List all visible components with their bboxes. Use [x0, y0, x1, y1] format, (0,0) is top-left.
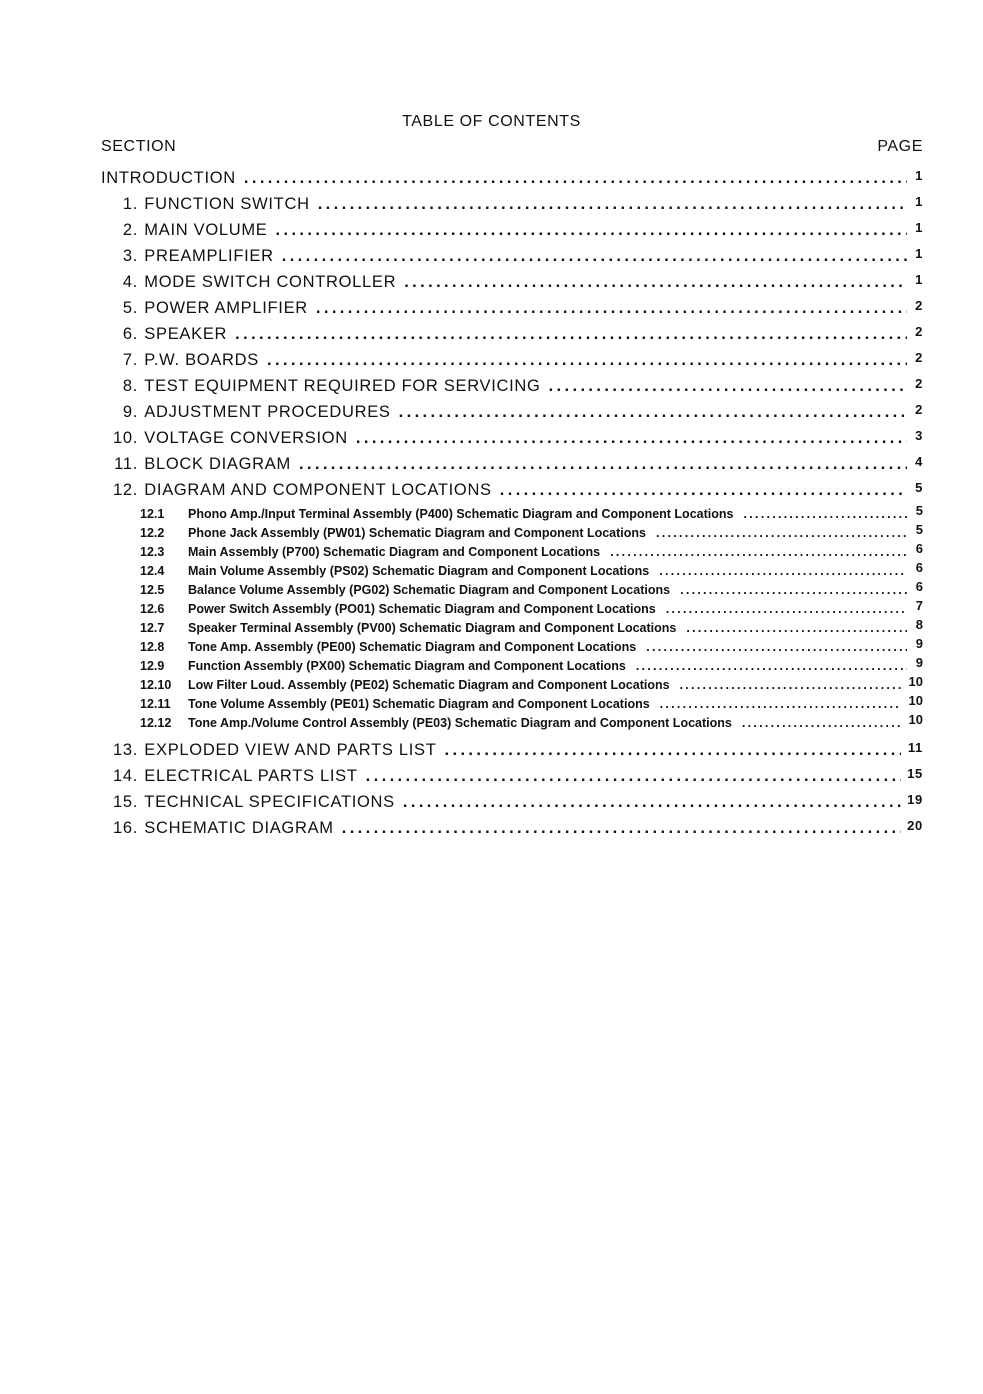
- dot-leader: [666, 602, 907, 616]
- entry-page: 5: [915, 480, 923, 495]
- dot-leader: [366, 767, 901, 786]
- toc-entry: [101, 474, 923, 500]
- entry-label: SPEAKER: [144, 325, 228, 343]
- entry-label: FUNCTION SWITCH: [144, 195, 310, 213]
- subentry-page: 6: [915, 579, 923, 594]
- entry-label: MAIN VOLUME: [144, 221, 268, 239]
- subentry-page: 5: [915, 503, 923, 518]
- toc-entry: [101, 162, 923, 188]
- subentry-label: Main Assembly (P700) Schematic Diagram and Component Locations: [188, 545, 601, 559]
- subentry-number: 12.5: [140, 583, 165, 597]
- entry-page: 15: [907, 766, 923, 781]
- toc-subentry: [101, 616, 923, 635]
- entry-page: 2: [915, 376, 923, 391]
- toc-entry: [101, 214, 923, 240]
- subentry-page: 9: [915, 636, 923, 651]
- entry-page: 20: [907, 818, 923, 833]
- entry-label: P.W. BOARDS: [144, 351, 259, 369]
- subentry-page: 6: [915, 560, 923, 575]
- dot-leader: [282, 247, 907, 266]
- entry-number: 5.: [122, 299, 138, 317]
- dot-leader: [399, 403, 907, 422]
- entry-number: 12.: [112, 481, 138, 499]
- toc-entry: [101, 760, 923, 786]
- entry-number: 7.: [122, 351, 138, 369]
- dot-leader: [636, 659, 907, 673]
- subentry-number: 12.12: [140, 716, 172, 730]
- entry-label: PREAMPLIFIER: [144, 247, 274, 265]
- entry-label: MODE SWITCH CONTROLLER: [144, 273, 397, 291]
- entry-label: TECHNICAL SPECIFICATIONS: [144, 793, 395, 811]
- dot-leader: [742, 716, 901, 730]
- subentry-label: Power Switch Assembly (PO01) Schematic Diagram and Component Locations: [188, 602, 656, 616]
- toc-entry: [101, 318, 923, 344]
- toc-entry: [101, 812, 923, 838]
- dot-leader: [500, 481, 907, 500]
- entry-number: 1.: [122, 195, 138, 213]
- dot-leader: [743, 507, 907, 521]
- dot-leader: [656, 526, 907, 540]
- dot-leader: [235, 325, 907, 344]
- dot-leader: [659, 564, 907, 578]
- subentry-page: 5: [915, 522, 923, 537]
- entry-label: ADJUSTMENT PROCEDURES: [144, 403, 391, 421]
- entry-number: 16.: [112, 819, 138, 837]
- toc-entry: [101, 422, 923, 448]
- subentry-number: 12.8: [140, 640, 165, 654]
- entry-number: 4.: [122, 273, 138, 291]
- entry-page: 19: [907, 792, 923, 807]
- toc-subentry: [101, 597, 923, 616]
- toc-entry: [101, 292, 923, 318]
- subentry-label: Tone Amp. Assembly (PE00) Schematic Diagram and Component Locations: [188, 640, 637, 654]
- subentry-number: 12.2: [140, 526, 165, 540]
- table-of-contents: [101, 162, 923, 838]
- subentry-number: 12.3: [140, 545, 165, 559]
- dot-leader: [403, 793, 901, 812]
- entry-label: ELECTRICAL PARTS LIST: [144, 767, 358, 785]
- entry-number: 2.: [122, 221, 138, 239]
- toc-entry: [101, 448, 923, 474]
- entry-page: 1: [915, 194, 923, 209]
- toc-entry: [101, 370, 923, 396]
- dot-leader: [267, 351, 907, 370]
- dot-leader: [316, 299, 907, 318]
- dot-leader: [276, 221, 907, 240]
- toc-subentry: [101, 578, 923, 597]
- subentry-label: Speaker Terminal Assembly (PV00) Schematic Diagram and Component Locations: [188, 621, 677, 635]
- subsection-list: [101, 502, 923, 730]
- toc-entry: [101, 734, 923, 760]
- subentry-label: Tone Volume Assembly (PE01) Schematic Diagram and Component Locations: [188, 697, 650, 711]
- toc-subentry: [101, 559, 923, 578]
- toc-subentry: [101, 711, 923, 730]
- entry-page: 2: [915, 298, 923, 313]
- toc-subentry: [101, 521, 923, 540]
- entry-page: 2: [915, 350, 923, 365]
- subentry-number: 12.1: [140, 507, 165, 521]
- entry-number: 3.: [122, 247, 138, 265]
- subentry-number: 12.9: [140, 659, 165, 673]
- subentry-label: Main Volume Assembly (PS02) Schematic Diagram and Component Locations: [188, 564, 650, 578]
- subentry-page: 10: [908, 712, 923, 727]
- entry-number: 14.: [112, 767, 138, 785]
- dot-leader: [342, 819, 901, 838]
- subentry-page: 10: [908, 674, 923, 689]
- entry-page: 3: [915, 428, 923, 443]
- entry-page: 1: [915, 168, 923, 183]
- subentry-page: 6: [915, 541, 923, 556]
- toc-entry: [101, 396, 923, 422]
- dot-leader: [404, 273, 907, 292]
- entry-label: TEST EQUIPMENT REQUIRED FOR SERVICING: [144, 377, 541, 395]
- toc-entry: [101, 188, 923, 214]
- entry-page: 4: [915, 454, 923, 469]
- subentry-label: Function Assembly (PX00) Schematic Diagram and Component Locations: [188, 659, 626, 673]
- entry-page: 2: [915, 402, 923, 417]
- entry-page: 1: [915, 272, 923, 287]
- entry-page: 1: [915, 246, 923, 261]
- entry-page: 2: [915, 324, 923, 339]
- page-column-header: PAGE: [877, 138, 923, 155]
- entry-label: SCHEMATIC DIAGRAM: [144, 819, 334, 837]
- dot-leader: [549, 377, 907, 396]
- dot-leader: [660, 697, 901, 711]
- entry-label: DIAGRAM AND COMPONENT LOCATIONS: [144, 481, 492, 499]
- entry-label: INTRODUCTION: [101, 169, 236, 187]
- subentry-label: Phone Jack Assembly (PW01) Schematic Diagram and Component Locations: [188, 526, 646, 540]
- subentry-number: 12.6: [140, 602, 165, 616]
- entry-number: 9.: [122, 403, 138, 421]
- subentry-page: 9: [915, 655, 923, 670]
- entry-label: POWER AMPLIFIER: [144, 299, 308, 317]
- toc-entry: [101, 266, 923, 292]
- toc-subentry: [101, 502, 923, 521]
- subentry-number: 12.11: [140, 697, 171, 711]
- dot-leader: [680, 583, 907, 597]
- dot-leader: [680, 678, 901, 692]
- dot-leader: [646, 640, 907, 654]
- dot-leader: [445, 741, 901, 760]
- dot-leader: [686, 621, 907, 635]
- subentry-page: 8: [915, 617, 923, 632]
- subentry-number: 12.4: [140, 564, 165, 578]
- subentry-label: Phono Amp./Input Terminal Assembly (P400) Schematic Diagram and Component Locations: [188, 507, 734, 521]
- page-title: TABLE OF CONTENTS: [402, 113, 581, 130]
- subentry-number: 12.10: [140, 678, 172, 692]
- toc-entry: [101, 344, 923, 370]
- entry-label: EXPLODED VIEW AND PARTS LIST: [144, 741, 437, 759]
- entry-number: 15.: [112, 793, 138, 811]
- dot-leader: [299, 455, 907, 474]
- toc-subentry: [101, 673, 923, 692]
- subentry-number: 12.7: [140, 621, 165, 635]
- entry-number: 10.: [112, 429, 138, 447]
- entry-page: 1: [915, 220, 923, 235]
- dot-leader: [318, 195, 907, 214]
- dot-leader: [356, 429, 907, 448]
- toc-entry: [101, 240, 923, 266]
- toc-subentry: [101, 692, 923, 711]
- subentry-label: Balance Volume Assembly (PG02) Schematic Diagram and Component Locations: [188, 583, 671, 597]
- entry-number: 11.: [114, 455, 138, 473]
- toc-subentry: [101, 540, 923, 559]
- entry-number: 13.: [112, 741, 138, 759]
- section-column-header: SECTION: [101, 138, 177, 155]
- dot-leader: [244, 169, 907, 188]
- subentry-label: Low Filter Loud. Assembly (PE02) Schematic Diagram and Component Locations: [188, 678, 670, 692]
- toc-subentry: [101, 654, 923, 673]
- subentry-page: 10: [908, 693, 923, 708]
- entry-page: 11: [907, 740, 923, 755]
- entry-number: 8.: [122, 377, 138, 395]
- toc-entry: [101, 786, 923, 812]
- dot-leader: [610, 545, 907, 559]
- toc-subentry: [101, 635, 923, 654]
- subentry-page: 7: [915, 598, 923, 613]
- entry-label: VOLTAGE CONVERSION: [144, 429, 348, 447]
- entry-number: 6.: [122, 325, 138, 343]
- entry-label: BLOCK DIAGRAM: [144, 455, 291, 473]
- subentry-label: Tone Amp./Volume Control Assembly (PE03) Schematic Diagram and Component Locations: [188, 716, 732, 730]
